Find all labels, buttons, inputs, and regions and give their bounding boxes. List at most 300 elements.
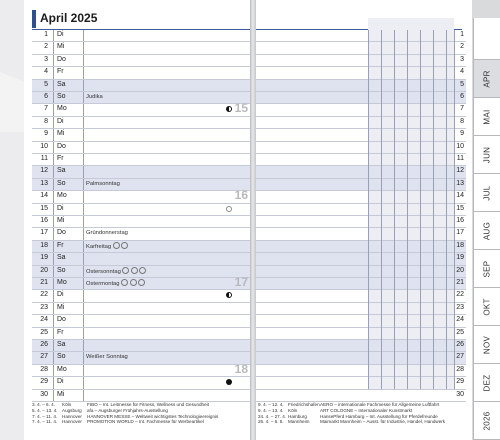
day-number-right: 28 bbox=[456, 365, 464, 373]
column-divider bbox=[83, 352, 84, 363]
tab-label: JUL bbox=[482, 184, 492, 201]
events-footer-right bbox=[258, 402, 445, 425]
day-number: 22 bbox=[40, 291, 48, 299]
day-row[interactable] bbox=[32, 241, 250, 253]
holiday-label bbox=[86, 243, 128, 250]
day-number-right: 23 bbox=[456, 303, 464, 311]
tab-label: AUG bbox=[482, 221, 492, 240]
tab-label: DEZ bbox=[482, 374, 492, 391]
event-title: Maimarkt Mannheim – Ausst. für Industrie, Handel, Handwerk bbox=[320, 419, 446, 425]
tab-label: APR bbox=[482, 69, 492, 88]
day-number-right: 7 bbox=[460, 105, 464, 113]
day-number-right: 1 bbox=[460, 31, 464, 38]
event-city: Köln bbox=[288, 407, 298, 413]
events-footer-left bbox=[32, 402, 218, 425]
column-divider bbox=[53, 80, 54, 91]
column-divider bbox=[53, 315, 54, 326]
column-divider bbox=[53, 303, 54, 314]
day-row[interactable] bbox=[32, 55, 250, 67]
grid-column-line bbox=[454, 30, 455, 389]
day-row-right[interactable] bbox=[256, 92, 466, 104]
column-divider bbox=[83, 30, 84, 41]
event-city: Köln bbox=[62, 402, 72, 407]
day-row[interactable] bbox=[32, 67, 250, 79]
weekday-label: Fr bbox=[57, 68, 64, 76]
tab-label: 2026 bbox=[482, 411, 492, 430]
day-number: 12 bbox=[40, 167, 48, 175]
week-number: 17 bbox=[234, 275, 248, 289]
holiday-label bbox=[86, 268, 146, 275]
day-number-right: 22 bbox=[456, 291, 464, 299]
day-number: 13 bbox=[40, 179, 48, 187]
day-row-right[interactable] bbox=[256, 303, 466, 315]
day-number-right: 14 bbox=[456, 192, 464, 200]
day-number-right: 2 bbox=[460, 43, 464, 51]
column-divider bbox=[83, 216, 84, 227]
column-divider bbox=[83, 179, 84, 190]
day-row[interactable] bbox=[32, 303, 250, 315]
grid-column-line bbox=[433, 30, 434, 389]
month-accent-bar bbox=[32, 10, 36, 28]
day-row-right[interactable] bbox=[256, 216, 466, 228]
day-number-right: 20 bbox=[456, 266, 464, 274]
day-row-right[interactable] bbox=[256, 166, 466, 178]
event-date: 3. 4. – 6. 4. bbox=[32, 402, 55, 407]
column-divider bbox=[53, 30, 54, 41]
event-city: Hamburg bbox=[288, 413, 307, 419]
day-number: 4 bbox=[44, 68, 48, 76]
column-divider bbox=[83, 315, 84, 326]
day-row-right[interactable] bbox=[256, 191, 466, 203]
holiday-text: Ostersonntag bbox=[86, 268, 121, 275]
event-date: 7. 4. – 11. 4. bbox=[32, 419, 58, 425]
right-page bbox=[256, 0, 472, 440]
day-number-right: 18 bbox=[456, 241, 464, 249]
column-divider bbox=[53, 92, 54, 103]
event-date: 9. 4. – 12. 4. bbox=[258, 402, 284, 407]
week-number: 16 bbox=[234, 188, 248, 203]
column-divider bbox=[83, 390, 84, 401]
weekday-label: Mi bbox=[57, 130, 65, 138]
grid-column-line bbox=[446, 30, 447, 389]
event-city: Mannheim bbox=[288, 419, 310, 425]
event-date: 9. 4. – 13. 4. bbox=[258, 407, 284, 413]
day-row[interactable] bbox=[32, 328, 250, 340]
column-divider bbox=[53, 390, 54, 401]
column-divider bbox=[53, 154, 54, 165]
tab-sep[interactable] bbox=[473, 250, 500, 288]
day-row-right[interactable] bbox=[256, 228, 466, 240]
event-title: HansePferd Hamburg – Int. Ausstellung für Pferdefreunde bbox=[320, 413, 438, 419]
weekday-label: Do bbox=[57, 55, 66, 63]
day-row-right[interactable] bbox=[256, 340, 466, 352]
column-divider bbox=[83, 241, 84, 252]
event-title: ART COLOGNE – Internationaler Kunstmarkt bbox=[320, 407, 413, 413]
column-divider bbox=[83, 117, 84, 128]
day-number-right: 3 bbox=[460, 55, 464, 63]
weekday-label: Mo bbox=[57, 279, 67, 286]
day-row[interactable] bbox=[32, 361, 250, 377]
day-row[interactable] bbox=[32, 253, 250, 265]
day-number-right: 9 bbox=[460, 130, 464, 138]
day-number: 16 bbox=[40, 217, 48, 224]
weekday-label: Mi bbox=[57, 43, 65, 51]
column-divider bbox=[53, 216, 54, 227]
column-divider bbox=[83, 55, 84, 66]
day-row[interactable] bbox=[32, 30, 250, 42]
weekday-label: Do bbox=[57, 229, 66, 237]
day-number: 11 bbox=[40, 155, 48, 162]
holiday-label bbox=[86, 94, 103, 100]
weekday-label: Mi bbox=[57, 217, 65, 224]
day-row-right[interactable] bbox=[256, 154, 466, 166]
event-date: 26. 4. – 6. 5. bbox=[258, 419, 284, 425]
day-row[interactable] bbox=[32, 166, 250, 178]
weekday-label: Mo bbox=[57, 365, 67, 373]
event-title: afa – Augsburger Frühjahrs-Ausstellung bbox=[87, 407, 168, 413]
day-row-right[interactable] bbox=[256, 30, 466, 42]
column-divider bbox=[53, 328, 54, 339]
column-divider bbox=[83, 303, 84, 314]
weekday-label: Fr bbox=[57, 155, 64, 162]
holiday-region-icon bbox=[130, 279, 137, 286]
tab-apr[interactable] bbox=[473, 60, 500, 98]
day-row-right[interactable] bbox=[256, 278, 466, 290]
tab-mai[interactable] bbox=[473, 98, 500, 136]
holiday-region-icon bbox=[131, 267, 138, 274]
column-divider bbox=[53, 67, 54, 78]
column-divider bbox=[53, 191, 54, 202]
day-row[interactable] bbox=[32, 352, 250, 364]
column-divider bbox=[53, 166, 54, 177]
column-divider bbox=[83, 191, 84, 202]
column-divider bbox=[83, 129, 84, 140]
tab-jun[interactable] bbox=[473, 136, 500, 174]
week-number: 18 bbox=[234, 361, 248, 376]
column-divider bbox=[53, 340, 54, 351]
day-row-right[interactable] bbox=[256, 315, 466, 327]
event-date: 7. 4. – 11. 4. bbox=[32, 413, 58, 419]
day-row[interactable] bbox=[32, 275, 250, 290]
day-row[interactable] bbox=[32, 290, 250, 302]
day-number: 9 bbox=[44, 130, 48, 138]
day-row-right[interactable] bbox=[256, 204, 466, 216]
column-divider bbox=[83, 42, 84, 53]
day-row[interactable] bbox=[32, 80, 250, 92]
column-divider bbox=[53, 42, 54, 53]
weekday-label: Di bbox=[57, 378, 64, 386]
column-divider bbox=[83, 278, 84, 289]
grid-column-line bbox=[394, 30, 395, 389]
day-row-right[interactable] bbox=[256, 104, 466, 116]
event-date: 24. 4. – 27. 4. bbox=[258, 413, 287, 419]
day-number: 27 bbox=[40, 353, 48, 361]
day-row-right[interactable] bbox=[256, 42, 466, 54]
weekday-label: Sa bbox=[57, 341, 66, 348]
weekday-label: Mi bbox=[57, 303, 65, 311]
grid-column-line bbox=[420, 30, 421, 389]
holiday-region-icon bbox=[122, 267, 129, 274]
day-row-right[interactable] bbox=[256, 290, 466, 302]
event-date: 5. 4. – 13. 4. bbox=[32, 407, 58, 413]
event-city: Hannover bbox=[62, 413, 82, 419]
grid-column-line bbox=[407, 30, 408, 389]
column-divider bbox=[53, 278, 54, 289]
day-number-right: 29 bbox=[456, 378, 464, 386]
day-number: 6 bbox=[44, 93, 48, 100]
holiday-region-icon bbox=[113, 242, 120, 249]
day-row[interactable] bbox=[32, 340, 250, 352]
day-row-right[interactable] bbox=[256, 179, 466, 191]
day-row-right[interactable] bbox=[256, 390, 466, 402]
event-title: AERO – internationale Fachmesse für Allgemeine Luftfahrt bbox=[320, 402, 440, 407]
holiday-label bbox=[86, 181, 120, 187]
weekday-label: Di bbox=[57, 117, 64, 125]
day-row[interactable] bbox=[32, 154, 250, 166]
day-number: 18 bbox=[40, 241, 48, 249]
day-number: 20 bbox=[40, 266, 48, 274]
day-row[interactable] bbox=[32, 42, 250, 54]
day-number: 1 bbox=[44, 31, 48, 38]
tab-2026[interactable] bbox=[473, 402, 500, 440]
day-number: 24 bbox=[40, 316, 48, 324]
day-row[interactable] bbox=[32, 129, 250, 141]
weekday-label: Di bbox=[57, 204, 64, 212]
column-divider bbox=[53, 253, 54, 264]
day-row-right[interactable] bbox=[256, 352, 466, 364]
column-divider bbox=[53, 290, 54, 301]
weekday-label: Fr bbox=[57, 328, 64, 336]
moon-phase-icon bbox=[226, 206, 232, 212]
holiday-text: Judika bbox=[86, 94, 103, 100]
column-divider bbox=[53, 266, 54, 277]
column-divider bbox=[53, 365, 54, 376]
weekday-label: Sa bbox=[57, 254, 66, 262]
grid-column-line bbox=[368, 30, 369, 389]
column-divider bbox=[83, 166, 84, 177]
day-number: 30 bbox=[40, 390, 48, 398]
day-row[interactable] bbox=[32, 117, 250, 129]
column-divider bbox=[83, 377, 84, 388]
day-number-right: 12 bbox=[456, 167, 464, 175]
column-divider bbox=[53, 142, 54, 153]
day-row-right[interactable] bbox=[256, 142, 466, 154]
day-number-right: 4 bbox=[460, 68, 464, 76]
day-row-right[interactable] bbox=[256, 80, 466, 92]
tab-jul[interactable] bbox=[473, 174, 500, 212]
weekday-label: So bbox=[57, 93, 66, 100]
day-row[interactable] bbox=[32, 188, 250, 203]
weekday-label: So bbox=[57, 179, 66, 187]
day-row[interactable] bbox=[32, 179, 250, 191]
column-divider bbox=[83, 80, 84, 91]
holiday-text: Karfreitag bbox=[86, 243, 112, 250]
left-page bbox=[24, 0, 250, 440]
day-number-right: 30 bbox=[456, 390, 464, 398]
holiday-region-icon bbox=[139, 267, 146, 274]
day-number-right: 11 bbox=[456, 155, 464, 162]
day-number-right: 26 bbox=[456, 341, 464, 348]
day-number: 21 bbox=[40, 279, 48, 286]
weekday-label: So bbox=[57, 266, 66, 274]
weekday-label: Fr bbox=[57, 241, 64, 249]
day-number: 17 bbox=[40, 229, 48, 237]
day-number-right: 27 bbox=[456, 353, 464, 361]
event-title: HANNOVER MESSE – Weltweit wichtigstes Technologieereignis bbox=[87, 413, 219, 419]
column-divider bbox=[83, 365, 84, 376]
holiday-label bbox=[86, 280, 145, 287]
moon-phase-icon bbox=[226, 292, 232, 298]
day-number-right: 13 bbox=[456, 179, 464, 187]
underlying-page bbox=[0, 0, 24, 440]
tab-aug[interactable] bbox=[473, 212, 500, 250]
week-number: 15 bbox=[234, 101, 248, 116]
weekday-label: So bbox=[57, 353, 66, 361]
day-row[interactable] bbox=[32, 228, 250, 240]
column-divider bbox=[53, 241, 54, 252]
day-row-right[interactable] bbox=[256, 266, 466, 278]
day-number: 29 bbox=[40, 378, 48, 386]
holiday-label bbox=[86, 230, 128, 236]
event-row bbox=[258, 419, 445, 425]
weekday-label: Mi bbox=[57, 390, 65, 398]
day-number: 19 bbox=[40, 254, 48, 262]
tab-nov[interactable] bbox=[473, 326, 500, 364]
column-divider bbox=[83, 228, 84, 239]
column-divider bbox=[53, 129, 54, 140]
column-divider bbox=[83, 340, 84, 351]
holiday-region-icon bbox=[121, 279, 128, 286]
column-divider bbox=[83, 290, 84, 301]
day-row-right[interactable] bbox=[256, 117, 466, 129]
tab-label: NOV bbox=[482, 335, 492, 354]
day-row-right[interactable] bbox=[256, 67, 466, 79]
day-number-right: 16 bbox=[456, 217, 464, 224]
moon-phase-icon bbox=[226, 106, 232, 112]
event-row bbox=[32, 419, 218, 425]
day-number-right: 21 bbox=[456, 279, 464, 286]
day-number-right: 24 bbox=[456, 316, 464, 324]
tab-dez[interactable] bbox=[473, 364, 500, 402]
column-divider bbox=[83, 142, 84, 153]
holiday-text: Palmsonntag bbox=[86, 180, 120, 187]
holiday-label bbox=[86, 354, 128, 360]
day-row-right[interactable] bbox=[256, 253, 466, 265]
column-divider bbox=[83, 67, 84, 78]
weekday-label: Mo bbox=[57, 192, 67, 200]
day-row-right[interactable] bbox=[256, 129, 466, 141]
tab-label: OKT bbox=[482, 297, 492, 316]
column-divider bbox=[83, 154, 84, 165]
column-divider bbox=[53, 204, 54, 215]
day-number-right: 19 bbox=[456, 254, 464, 262]
day-number: 25 bbox=[40, 328, 48, 336]
day-number: 28 bbox=[40, 365, 48, 373]
column-divider bbox=[53, 104, 54, 115]
column-divider bbox=[83, 266, 84, 277]
day-number-right: 10 bbox=[456, 142, 464, 150]
holiday-region-icon bbox=[138, 279, 145, 286]
day-row[interactable] bbox=[32, 92, 250, 104]
holiday-text: Gründonnerstag bbox=[86, 230, 128, 237]
column-divider bbox=[53, 117, 54, 128]
column-divider bbox=[53, 179, 54, 190]
day-row-right[interactable] bbox=[256, 328, 466, 340]
column-divider bbox=[83, 253, 84, 264]
day-row-right[interactable] bbox=[256, 377, 466, 389]
holiday-text: Ostermontag bbox=[86, 281, 120, 288]
day-number: 8 bbox=[44, 117, 48, 125]
day-row[interactable] bbox=[32, 216, 250, 228]
day-number: 14 bbox=[40, 192, 48, 200]
moon-phase-icon bbox=[226, 379, 232, 385]
day-row-right[interactable] bbox=[256, 241, 466, 253]
weekday-label: Sa bbox=[57, 80, 66, 88]
tab-label: MAI bbox=[482, 108, 492, 125]
tab-label: SEP bbox=[482, 260, 492, 277]
event-city: Augsburg bbox=[62, 407, 82, 413]
weekday-label: Di bbox=[57, 291, 64, 299]
weekday-label: Do bbox=[57, 142, 66, 150]
column-divider bbox=[53, 228, 54, 239]
day-number: 23 bbox=[40, 303, 48, 311]
event-city: Hannover bbox=[62, 419, 82, 425]
holiday-region-icon bbox=[121, 242, 128, 249]
holiday-text: Weißer Sonntag bbox=[86, 354, 128, 361]
day-row[interactable] bbox=[32, 315, 250, 327]
day-number: 2 bbox=[44, 43, 48, 51]
tab-strip-top bbox=[473, 18, 500, 60]
day-number: 10 bbox=[40, 142, 48, 150]
event-title: PROMOTION WORLD – Int. Fachmesse für Werbeartikel bbox=[87, 419, 204, 425]
day-number: 5 bbox=[44, 80, 48, 88]
day-number-right: 6 bbox=[460, 93, 464, 100]
weekday-label: Sa bbox=[57, 167, 66, 175]
day-number: 15 bbox=[40, 204, 48, 212]
column-divider bbox=[53, 377, 54, 388]
column-divider bbox=[53, 352, 54, 363]
tab-okt[interactable] bbox=[473, 288, 500, 326]
day-row[interactable] bbox=[32, 266, 250, 278]
day-row-right[interactable] bbox=[256, 55, 466, 67]
event-title: FIBO – Int. Leitmesse für Fitness, Wellness und Gesundheit bbox=[87, 402, 209, 407]
tab-label: JUN bbox=[482, 146, 492, 163]
grid-column-line bbox=[381, 30, 382, 389]
column-divider bbox=[83, 204, 84, 215]
column-divider bbox=[53, 55, 54, 66]
day-number-right: 15 bbox=[456, 204, 464, 212]
day-row-right[interactable] bbox=[256, 365, 466, 377]
day-row[interactable] bbox=[32, 390, 250, 402]
weekday-label: Do bbox=[57, 316, 66, 324]
day-number: 26 bbox=[40, 341, 48, 348]
weekday-label: Di bbox=[57, 31, 64, 38]
column-divider bbox=[83, 92, 84, 103]
column-divider bbox=[83, 104, 84, 115]
day-number-right: 8 bbox=[460, 117, 464, 125]
month-title: April 2025 bbox=[40, 11, 98, 25]
column-divider bbox=[83, 328, 84, 339]
day-row[interactable] bbox=[32, 377, 250, 389]
day-number-right: 5 bbox=[460, 80, 464, 88]
day-row[interactable] bbox=[32, 101, 250, 116]
day-row[interactable] bbox=[32, 204, 250, 216]
day-number: 3 bbox=[44, 55, 48, 63]
day-number: 7 bbox=[44, 105, 48, 113]
day-row[interactable] bbox=[32, 142, 250, 154]
weekday-label: Mo bbox=[57, 105, 67, 113]
day-number-right: 25 bbox=[456, 328, 464, 336]
